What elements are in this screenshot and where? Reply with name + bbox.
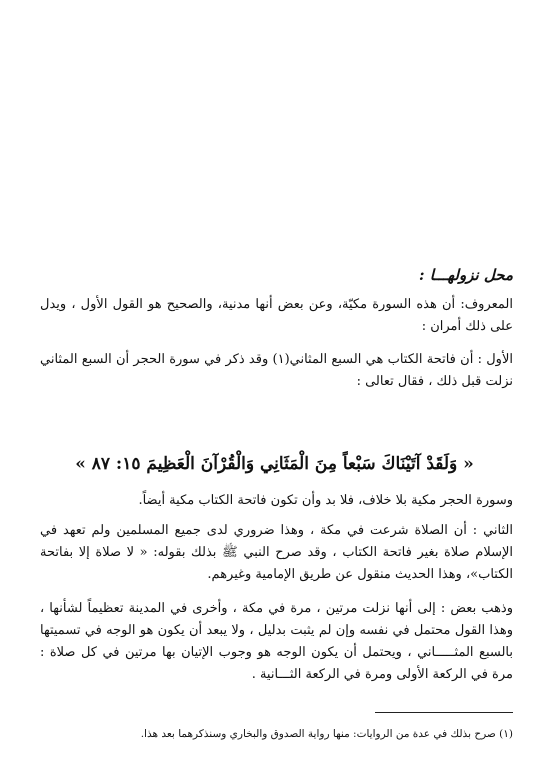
paragraph-first-reason: الأول : أن فاتحة الكتاب هي السبع المثاني(١) وقد ذكر في سورة الحجر أن السبع المثاني نزلت قبل ذلك ، فقال تعالى : [40,352,513,389]
footnote-divider [375,712,513,713]
footnote: (١) صرح بذلك في عدة من الروايات: منها رواية الصدوق والبخاري وسنذكرهما بعد هذا. [140,728,513,740]
paragraph-second-reason: الثاني : أن الصلاة شرعت في مكة ، وهذا ضروري لدى جميع المسلمين ولم تعهد في الإسلام صلاة بغير فاتحة الكتاب ، وقد صرح النبي ﷺ بذلك بقوله: « لا صلاة إلا بفاتحة الكتاب»، وهذا الحديث منقول عن طريق الإمامية وغيرهم. [40,523,513,582]
paragraph-hijr-note: وسورة الحجر مكية بلا خلاف، فلا بد وأن تكون فاتحة الكتاب مكية أيضاً. [138,493,513,508]
quran-verse: « وَلَقَدْ آتَيْنَاكَ سَبْعاً مِنَ الْمَثَانِي وَالْقُرْآنَ الْعَظِيمَ ١٥: ٨٧ » [75,454,474,474]
section-heading: محل نزولهـــا : [419,266,513,284]
paragraph-intro: المعروف: أن هذه السورة مكيّة، وعن بعض أنها مدنية، والصحيح هو القول الأول ، ويدل على ذلك أمران : [40,297,513,334]
paragraph-two-revelations: وذهب بعض : إلى أنها نزلت مرتين ، مرة في مكة ، وأخرى في المدينة تعظيماً لشأنها ، وهذا القول محتمل في نفسه وإن لم يثبت بدليل ، ولا يبعد أن يكون هو الوجه في تسميتها بالسبع المثـــــاني ، ويحتمل أن يكون الوجه هو وجوب الإتيان بها مرتين في كل صلاة : مرة في الركعة الأولى ومرة في الركعة الثـــانية . [40,601,513,682]
